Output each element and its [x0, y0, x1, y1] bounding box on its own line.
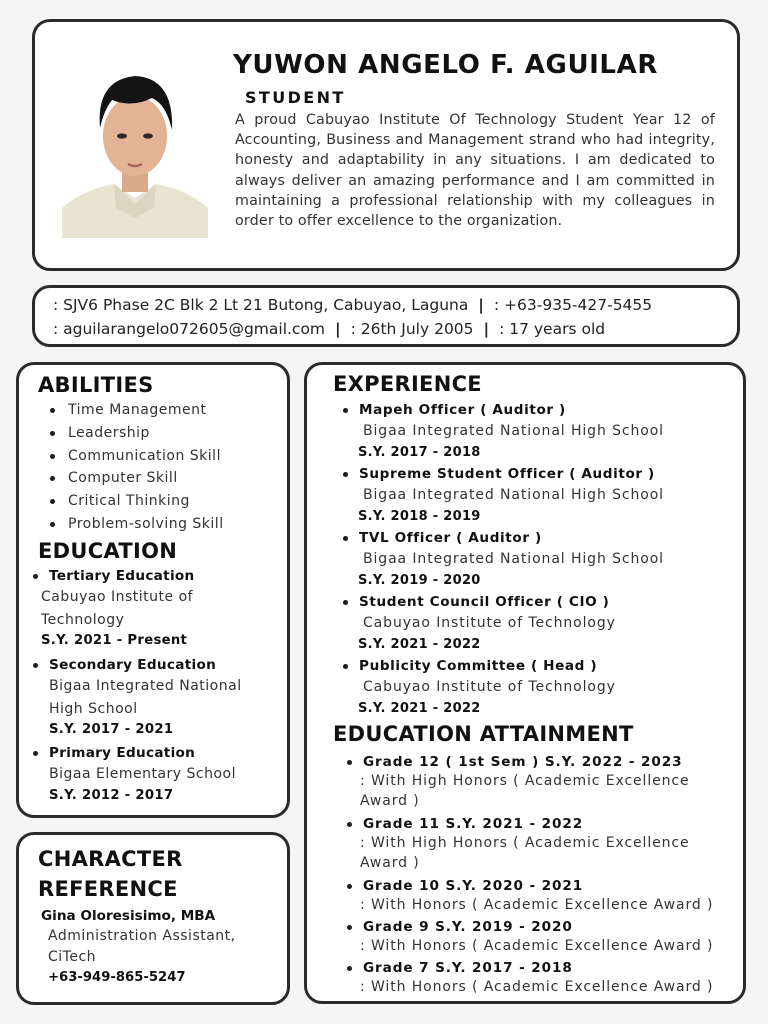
- attainment-entry: [343, 917, 747, 957]
- reference-details: [41, 906, 271, 988]
- attainment-heading: EDUCATION ATTAINMENT: [333, 722, 634, 746]
- attainment-award: : With Honors ( Academic Excellence Award ): [360, 979, 714, 995]
- education-school: Cabuyao Institute of Technology: [41, 589, 194, 628]
- experience-role: Mapeh Officer ( Auditor ): [343, 400, 743, 420]
- experience-year: S.Y. 2019 - 2020: [358, 573, 481, 588]
- ability-item: Computer Skill: [50, 467, 224, 490]
- separator: |: [483, 320, 490, 338]
- education-year: S.Y. 2021 - Present: [41, 633, 188, 648]
- experience-role: Student Council Officer ( CIO ): [343, 592, 743, 612]
- education-entry: [49, 655, 287, 740]
- education-level: Secondary Education: [49, 655, 287, 675]
- ability-item: Leadership: [50, 422, 224, 445]
- education-year: S.Y. 2012 - 2017: [49, 787, 174, 803]
- full-name: YUWON ANGELO F. AGUILAR: [233, 50, 658, 80]
- experience-entry: [343, 656, 743, 718]
- reference-position: Administration Assistant, CiTech: [48, 928, 236, 965]
- birthday-text: : 26th July 2005: [350, 320, 474, 338]
- experience-heading: EXPERIENCE: [333, 372, 482, 396]
- education-heading: EDUCATION: [38, 539, 178, 563]
- reference-name: Gina Oloresisimo, MBA: [41, 908, 216, 924]
- attainment-grade: Grade 10 S.Y. 2020 - 2021: [343, 876, 747, 896]
- attainment-entry: [343, 752, 747, 811]
- education-school: Bigaa Elementary School: [49, 766, 236, 782]
- experience-role: Publicity Committee ( Head ): [343, 656, 743, 676]
- experience-role: Supreme Student Officer ( Auditor ): [343, 464, 743, 484]
- attainment-award: : With High Honors ( Academic Excellence Award ): [360, 773, 690, 809]
- attainment-entry: [343, 876, 747, 916]
- attainment-award: : With Honors ( Academic Excellence Award ): [360, 897, 714, 913]
- ability-item: Time Management: [50, 399, 224, 422]
- experience-year: S.Y. 2021 - 2022: [358, 637, 481, 652]
- experience-year: S.Y. 2021 - 2022: [358, 701, 481, 716]
- portrait-illustration: [62, 58, 208, 238]
- education-entry: [49, 743, 287, 806]
- attainment-grade: Grade 11 S.Y. 2021 - 2022: [343, 814, 747, 834]
- profile-header: [32, 19, 740, 271]
- age-text: : 17 years old: [499, 320, 606, 338]
- experience-organization: Bigaa Integrated National High School: [363, 551, 664, 567]
- attainment-grade: Grade 12 ( 1st Sem ) S.Y. 2022 - 2023: [343, 752, 747, 772]
- reference-heading: CHARACTER: [38, 847, 183, 871]
- separator: |: [478, 296, 484, 314]
- ability-item: Problem-solving Skill: [50, 513, 224, 536]
- experience-role: TVL Officer ( Auditor ): [343, 528, 743, 548]
- education-year: S.Y. 2017 - 2021: [49, 722, 174, 737]
- character-reference-panel: [16, 832, 290, 1005]
- education-level: Tertiary Education: [49, 566, 287, 586]
- attainment-award: : With Honors ( Academic Excellence Award ): [360, 938, 714, 954]
- attainment-award: : With High Honors ( Academic Excellence Award ): [360, 835, 690, 871]
- abilities-heading: ABILITIES: [38, 373, 154, 397]
- attainment-grade: Grade 9 S.Y. 2019 - 2020: [343, 917, 747, 937]
- job-title: STUDENT: [245, 88, 346, 107]
- contact-line-2: [53, 320, 605, 338]
- attainment-entry: [343, 814, 747, 873]
- ability-item: Critical Thinking: [50, 490, 224, 513]
- separator: |: [334, 320, 341, 338]
- attainment-entry: [343, 958, 747, 998]
- experience-attainment-panel: [304, 362, 746, 1004]
- address-text: : SJV6 Phase 2C Blk 2 Lt 21 Butong, Cabuyao, Laguna: [53, 296, 469, 314]
- abilities-list: [50, 399, 224, 536]
- experience-organization: Cabuyao Institute of Technology: [363, 615, 616, 631]
- reference-phone: +63-949-865-5247: [48, 970, 186, 985]
- experience-organization: Cabuyao Institute of Technology: [363, 679, 616, 695]
- profile-summary: A proud Cabuyao Institute Of Technology Student Year 12 of Accounting, Business and Management strand who had integrity, honesty and adaptability in any situations. I am dedicated to always deliver an amazing performance and I am committed in maintaining a professional relationship with my colleagues in order to offer excellence to the organization.: [235, 112, 715, 230]
- abilities-education-panel: [16, 362, 290, 818]
- experience-entry: [343, 592, 743, 654]
- reference-heading: REFERENCE: [38, 877, 178, 901]
- experience-entry: [343, 400, 743, 462]
- attainment-grade: Grade 7 S.Y. 2017 - 2018: [343, 958, 747, 978]
- ability-item: Communication Skill: [50, 445, 224, 468]
- experience-year: S.Y. 2018 - 2019: [358, 509, 481, 524]
- experience-organization: Bigaa Integrated National High School: [363, 487, 664, 503]
- phone-text: : +63-935-427-5455: [493, 296, 653, 314]
- experience-year: S.Y. 2017 - 2018: [358, 445, 481, 460]
- education-level: Primary Education: [49, 743, 287, 763]
- experience-entry: [343, 464, 743, 526]
- education-entry: [41, 566, 287, 651]
- education-school: Bigaa Integrated National High School: [49, 678, 242, 717]
- contact-line-1: [53, 296, 652, 314]
- experience-entry: [343, 528, 743, 590]
- contact-bar: [32, 285, 740, 347]
- email-text: : aguilarangelo072605@gmail.com: [53, 320, 326, 338]
- profile-photo: [62, 58, 208, 238]
- experience-organization: Bigaa Integrated National High School: [363, 423, 664, 439]
